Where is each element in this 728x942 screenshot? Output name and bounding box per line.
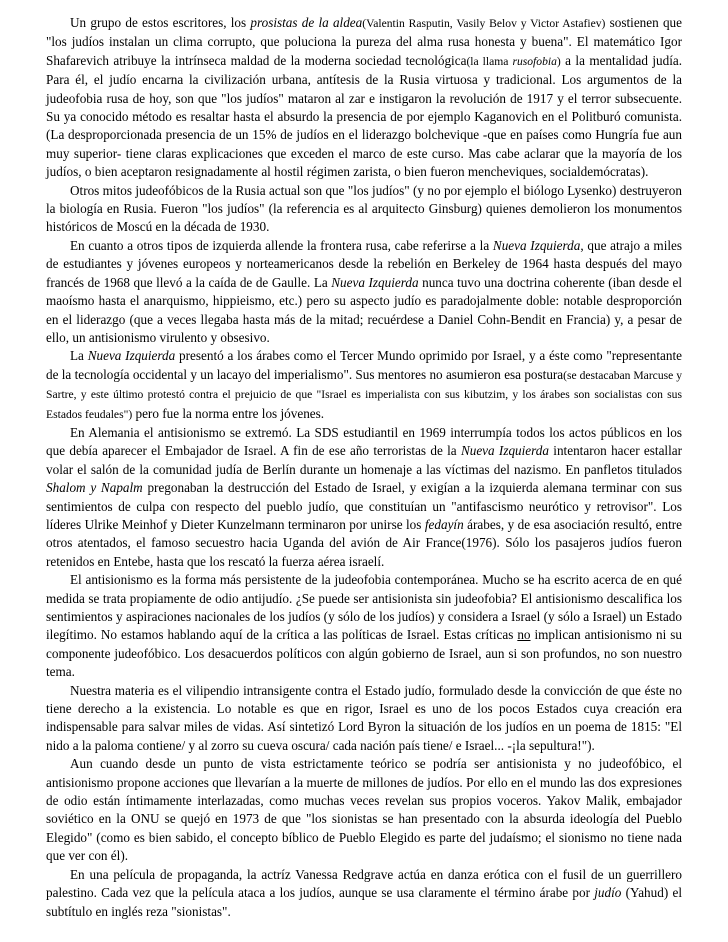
- text-run-small: (la llama: [466, 54, 513, 68]
- text-run: , que atrajo a miles de estudiantes y jóvenes europeos y norteamericanos desde la rebelión en Berkeley de 1964 hasta después del mayo francés de 1968 que llevó a la caída de de Gaulle. La: [46, 237, 683, 290]
- text-run-small-italic: rusofobia: [512, 54, 557, 68]
- text-run-small: (Valentin Rasputin, Vasily Belov y Victor Astafiev): [362, 17, 606, 30]
- text-run: En Alemania el antisionismo se extremó. La SDS estudiantil en 1969 interrumpía todos los actos públicos en los que debía aparecer el Embajador de Israel. A fin de ese año terroristas de la: [46, 424, 682, 459]
- text-run: En cuanto a otros tipos de izquierda allende la frontera rusa, cabe referirse a la: [70, 237, 493, 253]
- paragraph: [46, 237, 682, 347]
- text-run: En una película de propaganda, la actríz Vanessa Redgrave actúa en danza erótica con el fusil de un guerrillero palestino. Cada vez que la película ataca a los judíos, aunque se usa claramente el término árabe por: [46, 866, 682, 901]
- text-run: intentaron hacer estallar volar el salón de la comunidad judía de Berlín durante un homenaje a las víctimas del nazismo. En panfletos titulados: [46, 443, 682, 477]
- text-run-italic: Nueva Izquierda: [460, 443, 549, 459]
- text-run: sostienen que "los judíos instalan un clima corrupto, que poluciona la pureza del alma rusa honesta y buena". El matemático Igor Shafarevich atribuye la intrínseca maldad de la moderna sociedad tecnológica: [46, 15, 683, 68]
- paragraph: [46, 571, 682, 681]
- paragraph: [46, 347, 682, 424]
- text-run: a la mentalidad judía. Para él, el judío encarna la civilización urbana, antítesis de la Rusia virtuosa y tradicional. Los argumentos de la judeofobia rusa de hoy, son que "los judíos" mataron al zar e instigaron la revolución de 1917 y el terror subsecuente. Su ya conocido método es resaltar hasta el absurdo la presencia de por ejemplo Kaganovich en el Politburó comunista. (La desproporcionada presencia de un 15% de judíos en el liderazgo bolchevique -que en países como Hungría fue aun muy superior- tiene claras explicaciones que exceden el marco de este curso. Mas cabe aclarar que la mayoría de los judíos, o bien aceptaron resignadamente al hostil régimen zarista, o bien fueron mencheviques, socialdemócratas).: [46, 52, 683, 180]
- text-run: Nuestra materia es el vilipendio intransigente contra el Estado judío, formulado desde la convicción de que éste no tiene derecho a la existencia. Lo notable es que en rigor, Israel es uno de los pocos Estados cuya creación era indispensable para salvar miles de vidas. Así sintetizó Lord Byron la situación de los judíos en un poema de 1815: "El nido a la paloma contiene/ y al zorro su cueva oscura/ cada nación país tiene/ e Israel... -¡la sepultura!").: [46, 682, 682, 753]
- text-run: pero fue la norma entre los jóvenes.: [132, 405, 325, 421]
- text-run: El antisionismo es la forma más persistente de la judeofobia contemporánea. Mucho se ha escrito acerca de en qué medida se trata propiamente de odio antijudío. ¿Se puede ser antisionista sin judeofobia? El antisionismo descalifica los sentimientos y aspiraciones nacionales de los judíos (y sólo de los judíos) y considera a Israel (y sólo a Israel) un Estado ilegítimo. No estamos hablando aquí de la crítica a las políticas de Israel. Estas críticas: [46, 572, 682, 643]
- text-run: nunca tuvo una doctrina coherente (iban desde el maoísmo hasta el anarquismo, hippieismo, etc.) pero su aspecto judío es paradojalmente doble: notable desproporción en el liderazgo (que a veces llegaba hasta más de la mitad; recuérdese a Daniel Cohn-Bendit en Francia) y, a pesar de ello, un antisionismo virulento y obsesivo.: [46, 274, 682, 345]
- paragraph: [46, 866, 682, 921]
- text-run-italic: Nueva Izquierda: [87, 348, 176, 364]
- text-run-italic: judío: [594, 885, 622, 901]
- text-run: árabes, y de esa asociación resultó, entre otros atentados, el famoso secuestro hacia Uganda del avión de Air France(1976). Sólo los pasajeros judíos fueron retenidos en Entebe, hasta que los rescató la fuerza aérea israelí.: [46, 516, 682, 569]
- text-run: implican antisionismo ni su componente judeofóbico. Los desacuerdos políticos con algún gobierno de Israel, aun si son profundos, no son nuestro tema.: [46, 627, 682, 680]
- text-run: Aun cuando desde un punto de vista estrictamente teórico se podría ser antisionista y no judeofóbico, el antisionismo propone acciones que llevarían a la muerte de millones de judíos. Por ello en el mundo las dos expresiones de odio están íntimamente interlazadas, como muchas veces revelan sus propios voceros. Yakov Malik, embajador soviético en la ONU se quejó en 1973 de que "los sionistas se han presentado con la absurda ideología del Pueblo Elegido" (como es bien sabido, el concepto bíblico de Pueblo Elegido es parte del judaísmo; el sionismo no tiene nada que ver con él).: [46, 756, 682, 864]
- text-run: Un grupo de estos escritores, los: [70, 15, 251, 30]
- text-run-small: ): [556, 54, 561, 68]
- text-run: (Yahud) el subtítulo en inglés reza "sionistas".: [46, 885, 682, 919]
- text-run: La: [70, 348, 88, 364]
- text-run-italic: Shalom y Napalm: [46, 480, 143, 496]
- paragraph: [46, 182, 682, 237]
- text-run-small: (se destacaban Marcuse y Sartre, y este último protestó contra el prejuicio de que "Israel es imperialista con sus kibutzim, y los árabes son socialistas con sus Estados feudales"): [46, 368, 682, 421]
- text-run-italic: Nueva Izquierda: [492, 237, 581, 253]
- text-run: pregonaban la destrucción del Estado de Israel, y exigían a la izquierda alemana terminar con sus sentimientos de culpa con respecto del pueblo judío, que constituían un "antifascismo neurótico y retrovisor". Los líderes Ulrike Meinhof y Dieter Kunzelmann terminaron por unirse los: [46, 480, 682, 532]
- paragraph: [46, 14, 682, 182]
- text-run-italic: fedayín: [424, 516, 464, 532]
- text-run: Otros mitos judeofóbicos de la Rusia actual son que "los judíos" (y no por ejemplo el biólogo Lysenko) destruyeron la biología en Rusia. Fueron "los judíos" (la referencia es al arquitecto Ginsburg) quienes demolieron los monumentos históricos de Moscú en la década de 1930.: [46, 182, 682, 235]
- text-run-italic: Nueva Izquierda: [331, 274, 419, 290]
- paragraph: [46, 755, 682, 865]
- text-run: presentó a los árabes como el Tercer Mundo oprimido por Israel, y a éste como "representante de la tecnología occidental y un lacayo del imperialismo". Sus mentores no asumieron esa postura: [46, 348, 683, 382]
- paragraph: [46, 682, 682, 756]
- text-run-italic: prosistas de la aldea: [250, 15, 363, 30]
- text-run-underlined: no: [517, 627, 531, 643]
- paragraph: [46, 424, 682, 571]
